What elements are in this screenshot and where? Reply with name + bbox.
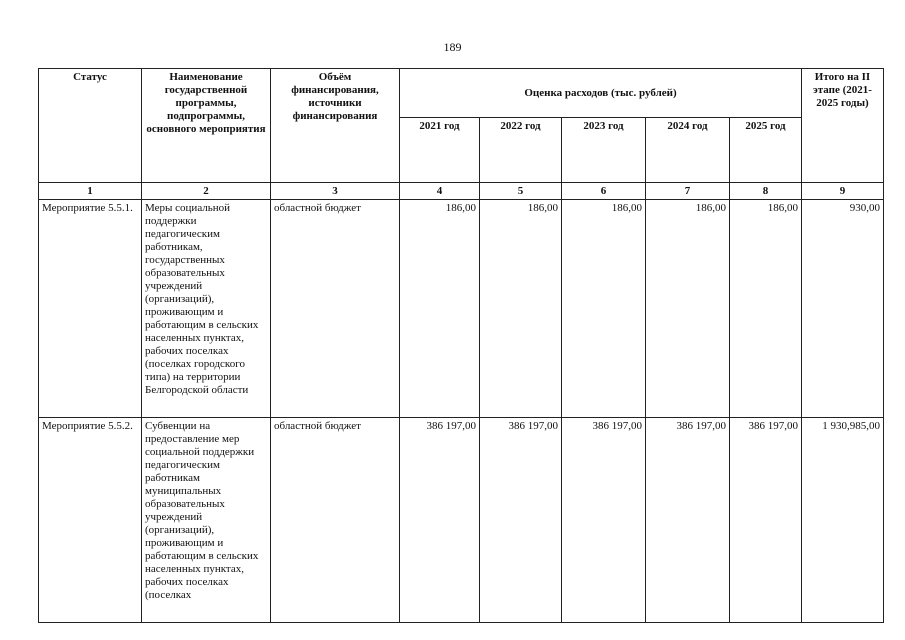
row-total: 930,00	[802, 200, 884, 418]
row-name: Меры социальной поддержки педагогическим работникам, государственных образовательных учреждений (организаций), проживающим и работающим в сельских населенных пунктах, рабочих поселках (поселках городского типа) на территории Белгородской области	[142, 200, 271, 418]
row-value-2025: 186,00	[730, 200, 802, 418]
row-value-2024: 186,00	[646, 200, 730, 418]
row-source: областной бюджет	[271, 418, 400, 623]
column-number-row	[39, 183, 884, 200]
header-name: Наименование государственной программы, подпрограммы, основного мероприятия	[142, 69, 271, 183]
header-row	[39, 69, 884, 118]
column-number: 2	[142, 183, 271, 200]
header-year: 2025 год	[730, 118, 802, 183]
column-number: 5	[480, 183, 562, 200]
page-number: 189	[443, 40, 462, 54]
table-row	[39, 200, 884, 418]
row-value-2025: 386 197,00	[730, 418, 802, 623]
column-number: 4	[400, 183, 480, 200]
header-total: Итого на II этапе (2021-2025 годы)	[802, 69, 884, 183]
header-status: Статус	[39, 69, 142, 183]
row-value-2022: 386 197,00	[480, 418, 562, 623]
column-number: 1	[39, 183, 142, 200]
header-year: 2024 год	[646, 118, 730, 183]
row-value-2021: 186,00	[400, 200, 480, 418]
column-number: 7	[646, 183, 730, 200]
column-number: 9	[802, 183, 884, 200]
header-year: 2021 год	[400, 118, 480, 183]
budget-table	[38, 68, 884, 623]
row-status: Мероприятие 5.5.1.	[39, 200, 142, 418]
header-year: 2023 год	[562, 118, 646, 183]
row-value-2024: 386 197,00	[646, 418, 730, 623]
row-value-2023: 186,00	[562, 200, 646, 418]
header-year: 2022 год	[480, 118, 562, 183]
row-name: Субвенции на предоставление мер социальной поддержки педагогическим работникам муниципальных образовательных учреждений (организаций), проживающим и работающим в сельских населенных пунктах, рабочих поселках (поселках	[142, 418, 271, 623]
column-number: 3	[271, 183, 400, 200]
row-value-2022: 186,00	[480, 200, 562, 418]
row-total: 1 930,985,00	[802, 418, 884, 623]
column-number: 8	[730, 183, 802, 200]
header-volume: Объём финансирования, источники финансирования	[271, 69, 400, 183]
column-number: 6	[562, 183, 646, 200]
row-value-2023: 386 197,00	[562, 418, 646, 623]
row-value-2021: 386 197,00	[400, 418, 480, 623]
row-status: Мероприятие 5.5.2.	[39, 418, 142, 623]
table-row	[39, 418, 884, 623]
header-estimate: Оценка расходов (тыс. рублей)	[400, 69, 802, 118]
row-source: областной бюджет	[271, 200, 400, 418]
